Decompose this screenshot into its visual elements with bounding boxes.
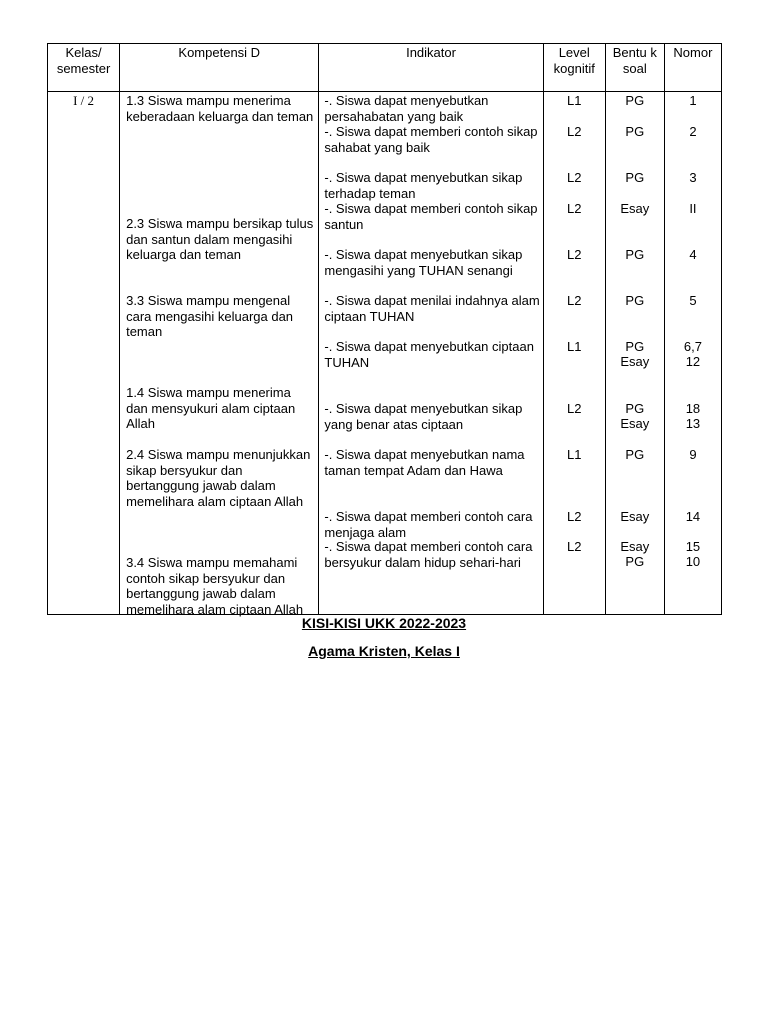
kompetensi-item: 1.3 Siswa mampu menerima keberadaan keluarga dan teman (126, 93, 314, 124)
table-row (48, 92, 722, 615)
level-value: L1 (567, 339, 582, 354)
kompetensi-item: 2.3 Siswa mampu bersikap tulus dan santun dalam mengasihi keluarga dan teman (126, 216, 314, 262)
indikator-item: -. Siswa dapat menyebutkan sikap terhadap teman (324, 170, 523, 201)
nomor-value: 15 (685, 539, 701, 554)
bentuk-value: PG (625, 293, 645, 308)
nomor-value: 10 (685, 554, 701, 569)
level-value: L2 (567, 201, 582, 216)
header-bentuk: Bentu k soal (605, 44, 664, 92)
bentuk-value: Esay (620, 509, 650, 524)
nomor-value: 6,7 (683, 339, 702, 354)
bentuk-value: PG (625, 170, 645, 185)
kompetensi-item: 2.4 Siswa mampu menunjukkan sikap bersyukur dan bertanggung jawab dalam memelihara alam ciptaan Allah (126, 447, 311, 509)
bentuk-value: PG (625, 247, 645, 262)
level-value: L2 (567, 170, 582, 185)
indikator-item: -. Siswa dapat menyebutkan persahabatan yang baik (324, 93, 489, 124)
level-value: L2 (567, 124, 582, 139)
level-value: L2 (567, 247, 582, 262)
indikator-item: -. Siswa dapat memberi contoh cara bersyukur dalam hidup sehari-hari (324, 539, 533, 570)
indikator-item: -. Siswa dapat memberi contoh sikap santun (324, 201, 538, 232)
bentuk-value: PG (625, 339, 645, 354)
level-cell (543, 92, 605, 615)
nomor-value: 5 (689, 293, 697, 308)
kompetensi-item: 3.3 Siswa mampu mengenal cara mengasihi keluarga dan teman (126, 293, 294, 339)
nomor-value: 9 (689, 447, 697, 462)
nomor-value: 2 (689, 124, 697, 139)
nomor-value: II (689, 201, 697, 216)
bentuk-cell (605, 92, 664, 615)
nomor-value: 13 (685, 416, 701, 431)
table-header-row (48, 44, 722, 92)
indikator-item: -. Siswa dapat menyebutkan sikap mengasihi yang TUHAN senangi (324, 247, 523, 278)
bentuk-value: PG (625, 401, 645, 416)
kompetensi-item: 3.4 Siswa mampu memahami contoh sikap bersyukur dan bertanggung jawab dalam memelihara alam ciptaan Allah (126, 555, 304, 617)
kelas-value: I / 2 (73, 93, 95, 108)
bentuk-value: PG (625, 93, 645, 108)
nomor-value: 4 (689, 247, 697, 262)
level-value: L2 (567, 293, 582, 308)
level-value: L2 (567, 401, 582, 416)
document-subtitle: Agama Kristen, Kelas I (308, 643, 460, 659)
kompetensi-item: 1.4 Siswa mampu menerima dan mensyukuri alam ciptaan Allah (126, 385, 296, 431)
level-value: L1 (567, 93, 582, 108)
header-kelas: Kelas/ semester (48, 44, 120, 92)
indikator-cell (319, 92, 543, 615)
bentuk-value: PG (625, 554, 645, 569)
bentuk-value: Esay (620, 539, 650, 554)
header-nomor: Nomor (664, 44, 721, 92)
header-kompetensi: Kompetensi D (120, 44, 319, 92)
bentuk-value: Esay (620, 354, 650, 369)
nomor-value: 18 (685, 401, 701, 416)
level-value: L2 (567, 509, 582, 524)
kisi-table (47, 43, 722, 615)
nomor-value: 1 (689, 93, 697, 108)
nomor-value: 14 (685, 509, 701, 524)
indikator-item: -. Siswa dapat menyebutkan nama taman tempat Adam dan Hawa (324, 447, 525, 478)
indikator-item: -. Siswa dapat menyebutkan ciptaan TUHAN (324, 339, 534, 370)
bentuk-value: PG (625, 124, 645, 139)
indikator-item: -. Siswa dapat memberi contoh sikap sahabat yang baik (324, 124, 538, 155)
kompetensi-cell (120, 92, 319, 615)
nomor-value: 3 (689, 170, 697, 185)
kelas-cell (48, 92, 120, 615)
level-value: L1 (567, 447, 582, 462)
bentuk-value: Esay (620, 201, 650, 216)
header-level: Level kognitif (543, 44, 605, 92)
header-indikator: Indikator (319, 44, 543, 92)
nomor-cell (664, 92, 721, 615)
indikator-item: -. Siswa dapat memberi contoh cara menjaga alam (324, 509, 533, 540)
bentuk-value: Esay (620, 416, 650, 431)
bentuk-value: PG (625, 447, 645, 462)
level-value: L2 (567, 539, 582, 554)
document-title: KISI-KISI UKK 2022-2023 (301, 615, 467, 631)
nomor-value: 12 (685, 354, 701, 369)
indikator-item: -. Siswa dapat menilai indahnya alam ciptaan TUHAN (324, 293, 540, 324)
indikator-item: -. Siswa dapat menyebutkan sikap yang benar atas ciptaan (324, 401, 523, 432)
